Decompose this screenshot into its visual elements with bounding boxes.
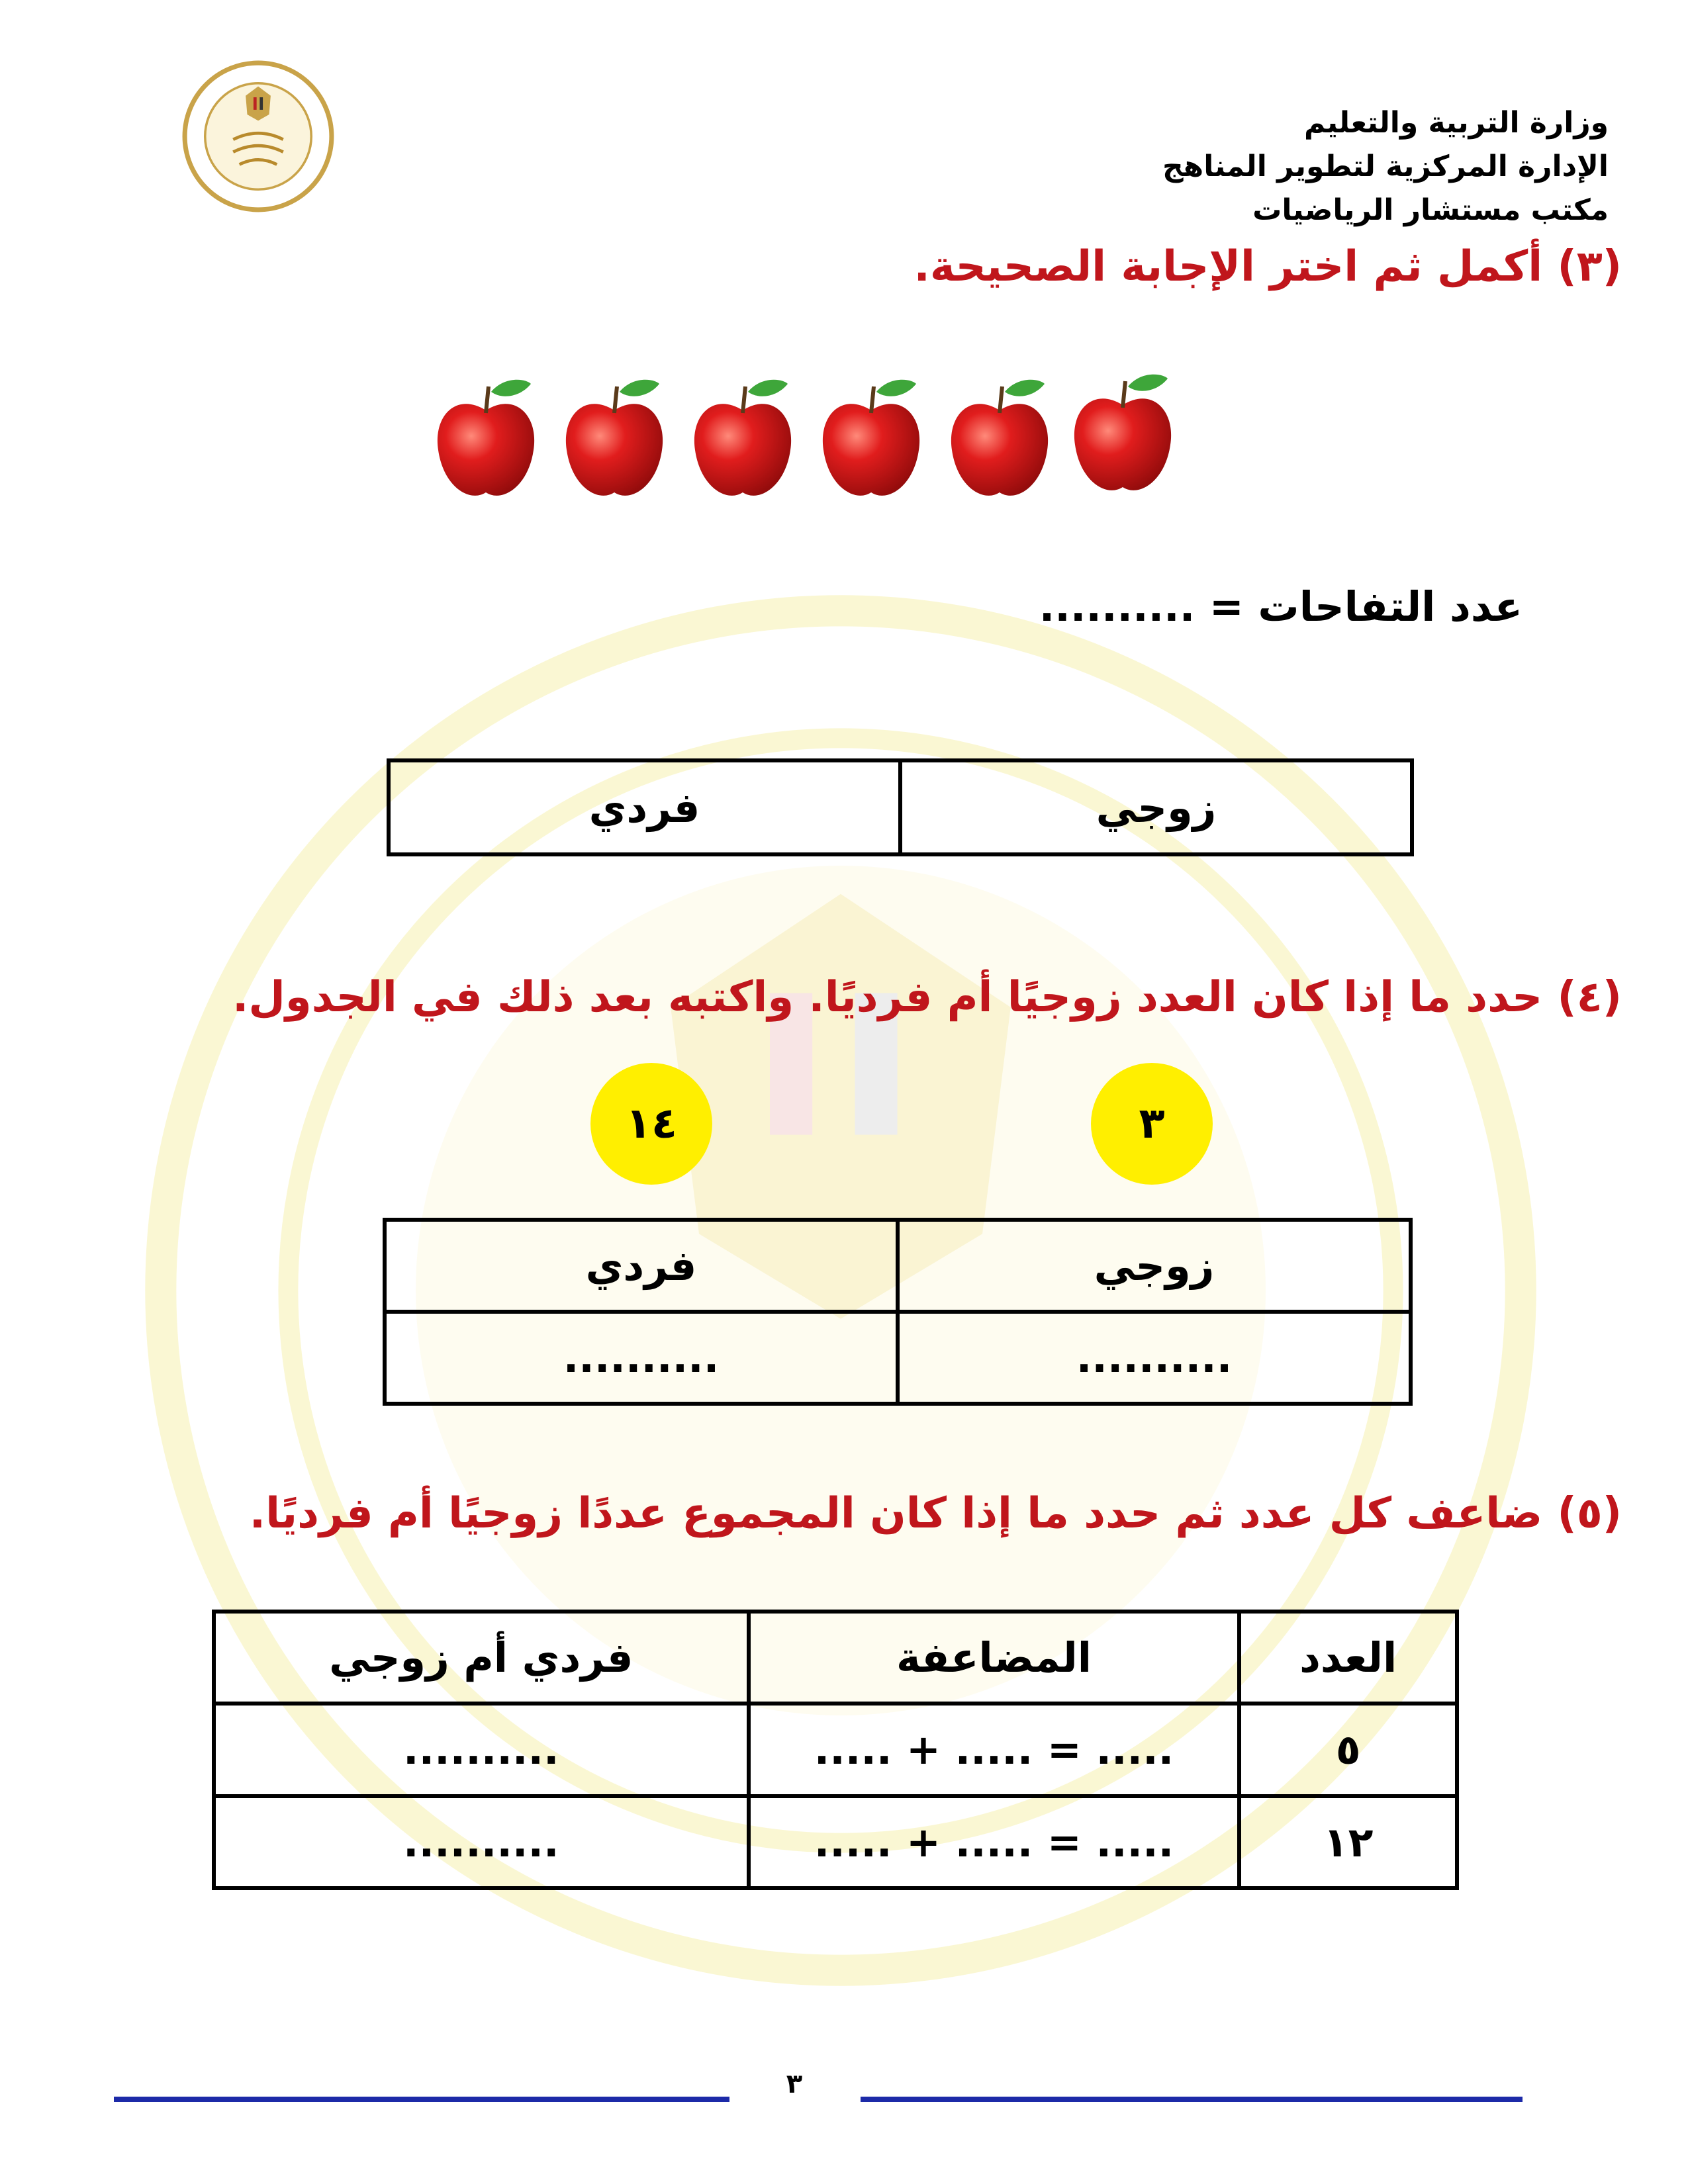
ministry-seal-logo bbox=[180, 58, 336, 214]
header-math-office: مكتب مستشار الرياضيات bbox=[1252, 193, 1609, 227]
question-3-title bbox=[914, 242, 1622, 291]
odd-answer-blank[interactable]: .......... bbox=[385, 1312, 898, 1404]
page-number: ٣ bbox=[786, 2069, 803, 2099]
even-odd-choice-table bbox=[387, 758, 1414, 856]
question-5-title bbox=[250, 1489, 1622, 1538]
question-4-title bbox=[232, 973, 1622, 1022]
number-circle: ١٤ bbox=[590, 1063, 712, 1185]
header-odd: فردي bbox=[385, 1220, 898, 1312]
question-3-number: (٣) bbox=[1557, 242, 1622, 291]
double-equation-blank[interactable]: ..... + ..... = ..... bbox=[749, 1796, 1240, 1888]
number-circle: ٣ bbox=[1091, 1063, 1213, 1185]
question-3-text: أكمل ثم اختر الإجابة الصحيحة. bbox=[914, 242, 1543, 291]
choice-odd[interactable]: فردي bbox=[389, 760, 900, 854]
apple-image bbox=[947, 373, 1053, 506]
apple-count-blank[interactable]: .......... bbox=[1039, 582, 1196, 631]
choice-even[interactable]: زوجي bbox=[900, 760, 1412, 854]
row-number: ١٢ bbox=[1239, 1796, 1457, 1888]
apple-count-line bbox=[1039, 582, 1523, 631]
double-equation-blank[interactable]: ..... + ..... = ..... bbox=[749, 1704, 1240, 1796]
footer-divider-right bbox=[861, 2097, 1523, 2102]
parity-answer-blank[interactable]: .......... bbox=[214, 1704, 749, 1796]
apple-image bbox=[818, 373, 924, 506]
parity-answer-blank[interactable]: .......... bbox=[214, 1796, 749, 1888]
header-curriculum-dept: الإدارة المركزية لتطوير المناهج bbox=[1162, 150, 1609, 183]
footer-divider-left bbox=[114, 2097, 729, 2102]
apple-image bbox=[1070, 368, 1176, 500]
parity-table bbox=[383, 1218, 1413, 1406]
apple-image bbox=[433, 373, 539, 506]
col-header-number: العدد bbox=[1239, 1612, 1457, 1704]
apple-image bbox=[690, 373, 796, 506]
question-5-text: ضاعف كل عدد ثم حدد ما إذا كان المجموع عددًا زوجيًا أم فرديًا. bbox=[249, 1489, 1543, 1538]
apple-image bbox=[561, 373, 667, 506]
question-4-text: حدد ما إذا كان العدد زوجيًا أم فرديًا. واكتبه بعد ذلك في الجدول. bbox=[232, 973, 1543, 1022]
even-answer-blank[interactable]: .......... bbox=[898, 1312, 1411, 1404]
col-header-double: المضاعفة bbox=[749, 1612, 1240, 1704]
header-even: زوجي bbox=[898, 1220, 1411, 1312]
apple-count-label: عدد التفاحات = bbox=[1209, 582, 1523, 631]
doubling-table bbox=[212, 1610, 1459, 1890]
header-ministry: وزارة التربية والتعليم bbox=[1304, 106, 1609, 140]
question-5-number: (٥) bbox=[1557, 1489, 1622, 1538]
row-number: ٥ bbox=[1239, 1704, 1457, 1796]
question-4-number: (٤) bbox=[1557, 973, 1622, 1022]
col-header-parity: فردي أم زوجي bbox=[214, 1612, 749, 1704]
